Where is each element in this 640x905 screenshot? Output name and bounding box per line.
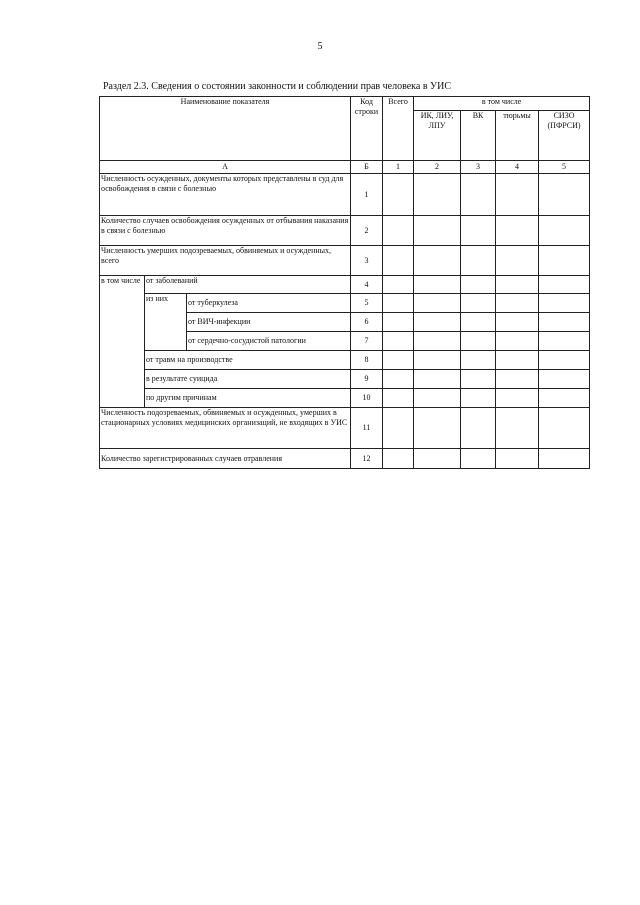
report-table [99, 96, 590, 469]
header-ik: ИК, ЛИУ, ЛПУ [414, 111, 461, 161]
cell-total[interactable] [383, 332, 414, 351]
cell-prisons[interactable] [496, 351, 539, 370]
col-index-4: 4 [496, 161, 539, 174]
col-index-1: 1 [383, 161, 414, 174]
page-number: 5 [317, 41, 323, 52]
cell-sizo[interactable] [539, 332, 590, 351]
row-code: 3 [351, 246, 383, 276]
table-row [100, 216, 590, 246]
cell-vk[interactable] [461, 370, 496, 389]
row-label: Численность умерших подозреваемых, обвиняемых и осужденных, всего [100, 246, 351, 276]
table-row [100, 389, 590, 408]
row-code: 10 [351, 389, 383, 408]
cell-prisons[interactable] [496, 449, 539, 469]
cell-sizo[interactable] [539, 351, 590, 370]
cell-ik[interactable] [414, 216, 461, 246]
cell-prisons[interactable] [496, 389, 539, 408]
cell-vk[interactable] [461, 389, 496, 408]
col-index-a: А [100, 161, 351, 174]
row-label: от травм на производстве [145, 351, 351, 370]
cell-total[interactable] [383, 370, 414, 389]
cell-total[interactable] [383, 449, 414, 469]
cell-total[interactable] [383, 389, 414, 408]
cell-sizo[interactable] [539, 174, 590, 216]
cell-prisons[interactable] [496, 216, 539, 246]
cell-vk[interactable] [461, 408, 496, 449]
row-label: Численность осужденных, документы которых представлены в суд для освобождения в связи с болезнью [100, 174, 351, 216]
col-index-2: 2 [414, 161, 461, 174]
table-row [100, 246, 590, 276]
cell-vk[interactable] [461, 174, 496, 216]
header-vk: ВК [461, 111, 496, 161]
header-code: Код строки [351, 97, 383, 161]
cell-ik[interactable] [414, 389, 461, 408]
cell-ik[interactable] [414, 294, 461, 313]
cell-sizo[interactable] [539, 294, 590, 313]
row-label: Количество случаев освобождения осужденных от отбывания наказания в связи с болезнью [100, 216, 351, 246]
row-label: от туберкулеза [187, 294, 351, 313]
cell-ik[interactable] [414, 449, 461, 469]
group-label-of-them: из них [145, 294, 187, 351]
header-total: Всего [383, 97, 414, 161]
row-label: от сердечно-сосудистой патологии [187, 332, 351, 351]
table-row [100, 276, 590, 294]
row-label: Численность подозреваемых, обвиняемых и осужденных, умерших в стационарных условиях медицинских организаций, не входящих в УИС [100, 408, 351, 449]
cell-total[interactable] [383, 276, 414, 294]
cell-prisons[interactable] [496, 294, 539, 313]
cell-vk[interactable] [461, 313, 496, 332]
cell-sizo[interactable] [539, 449, 590, 469]
row-label: по другим причинам [145, 389, 351, 408]
cell-prisons[interactable] [496, 174, 539, 216]
cell-prisons[interactable] [496, 370, 539, 389]
cell-total[interactable] [383, 351, 414, 370]
cell-total[interactable] [383, 313, 414, 332]
table-row [100, 351, 590, 370]
col-index-5: 5 [539, 161, 590, 174]
cell-vk[interactable] [461, 332, 496, 351]
cell-sizo[interactable] [539, 276, 590, 294]
row-code: 12 [351, 449, 383, 469]
cell-ik[interactable] [414, 408, 461, 449]
cell-ik[interactable] [414, 370, 461, 389]
cell-prisons[interactable] [496, 276, 539, 294]
table-row [100, 294, 590, 313]
cell-prisons[interactable] [496, 313, 539, 332]
cell-sizo[interactable] [539, 313, 590, 332]
cell-total[interactable] [383, 294, 414, 313]
cell-total[interactable] [383, 216, 414, 246]
cell-ik[interactable] [414, 351, 461, 370]
row-code: 11 [351, 408, 383, 449]
table-row [100, 174, 590, 216]
table-row [100, 370, 590, 389]
row-code: 7 [351, 332, 383, 351]
cell-prisons[interactable] [496, 408, 539, 449]
cell-sizo[interactable] [539, 408, 590, 449]
cell-sizo[interactable] [539, 246, 590, 276]
cell-vk[interactable] [461, 276, 496, 294]
cell-vk[interactable] [461, 294, 496, 313]
row-code: 8 [351, 351, 383, 370]
cell-prisons[interactable] [496, 332, 539, 351]
row-label: Количество зарегистрированных случаев отравления [100, 449, 351, 469]
group-label-in-total: в том числе [100, 276, 145, 408]
col-index-3: 3 [461, 161, 496, 174]
header-name: Наименование показателя [100, 97, 351, 161]
cell-ik[interactable] [414, 276, 461, 294]
cell-ik[interactable] [414, 332, 461, 351]
cell-sizo[interactable] [539, 370, 590, 389]
cell-total[interactable] [383, 246, 414, 276]
cell-ik[interactable] [414, 174, 461, 216]
section-title: Раздел 2.3. Сведения о состоянии законности и соблюдении прав человека в УИС [103, 81, 452, 92]
cell-vk[interactable] [461, 351, 496, 370]
row-code: 5 [351, 294, 383, 313]
row-code: 1 [351, 174, 383, 216]
cell-sizo[interactable] [539, 216, 590, 246]
cell-sizo[interactable] [539, 389, 590, 408]
row-code: 4 [351, 276, 383, 294]
row-code: 2 [351, 216, 383, 246]
header-sizo: СИЗО (ПФРСИ) [539, 111, 590, 161]
col-index-b: Б [351, 161, 383, 174]
cell-vk[interactable] [461, 216, 496, 246]
cell-vk[interactable] [461, 449, 496, 469]
row-label: от заболеваний [145, 276, 351, 294]
header-including: в том числе [414, 97, 590, 111]
header-prisons: тюрьмы [496, 111, 539, 161]
cell-vk[interactable] [461, 246, 496, 276]
cell-total[interactable] [383, 174, 414, 216]
cell-total[interactable] [383, 408, 414, 449]
cell-ik[interactable] [414, 313, 461, 332]
row-code: 6 [351, 313, 383, 332]
row-label: в результате суицида [145, 370, 351, 389]
table-row [100, 408, 590, 449]
row-code: 9 [351, 370, 383, 389]
row-label: от ВИЧ-инфекции [187, 313, 351, 332]
table-row [100, 449, 590, 469]
cell-ik[interactable] [414, 246, 461, 276]
cell-prisons[interactable] [496, 246, 539, 276]
